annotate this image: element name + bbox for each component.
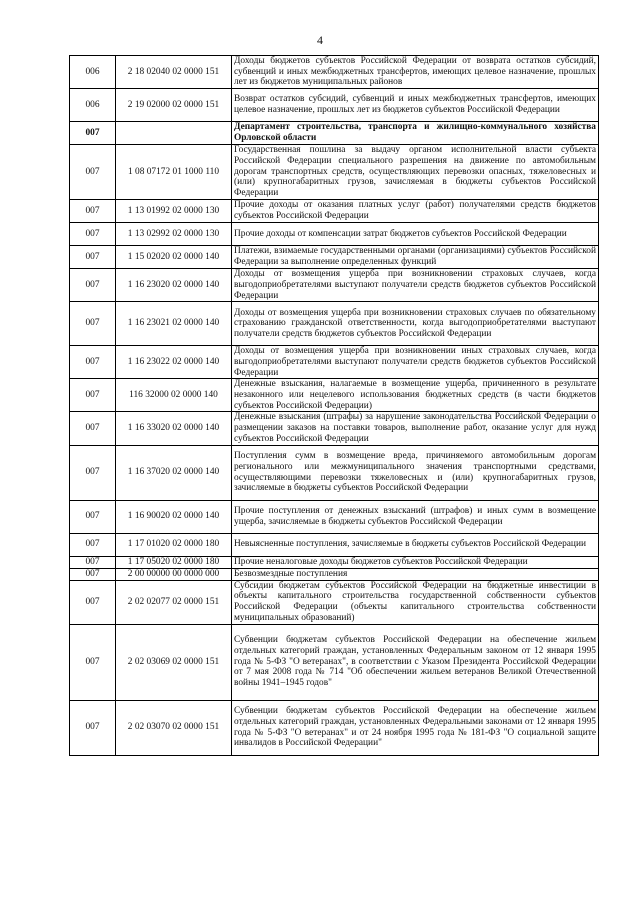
admin-code-cell: 007 <box>70 556 116 568</box>
revenue-name-cell: Прочие поступления от денежных взысканий (штрафов) и иных сумм в возмещение ущерба, зачисляемые в бюджеты субъектов Российской Федерации <box>232 500 599 533</box>
revenue-name-cell: Субсидии бюджетам субъектов Российской Федерации на бюджетные инвестиции в объекты капитального строительства государственной собственности субъектов Российской Федерации (объекты капитального строительства собственности муниципальных образований) <box>232 580 599 624</box>
revenue-code-cell: 2 02 02077 02 0000 151 <box>116 580 232 624</box>
revenue-name-cell: Прочие доходы от оказания платных услуг (работ) получателями средств бюджетов субъектов Российской Федерации <box>232 200 599 223</box>
revenue-name-cell: Поступления сумм в возмещение вреда, причиняемого автомобильным дорогам регионального или межмуниципального значения транспортными средствами, осуществляющими перевозки тяжеловесных и (или) крупногабаритных грузов, зачисляемые в бюджеты субъектов Российской Федерации <box>232 445 599 500</box>
revenue-code-cell: 2 02 03069 02 0000 151 <box>116 624 232 700</box>
table-row <box>70 145 599 200</box>
admin-code-cell: 007 <box>70 412 116 445</box>
table-row <box>70 200 599 223</box>
revenue-name-cell: Невыясненные поступления, зачисляемые в бюджеты субъектов Российской Федерации <box>232 533 599 556</box>
revenue-code-cell: 1 16 23021 02 0000 140 <box>116 302 232 346</box>
revenue-code-cell: 116 32000 02 0000 140 <box>116 379 232 412</box>
revenue-name-cell: Возврат остатков субсидий, субвенций и иных межбюджетных трансфертов, имеющих целевое назначение, прошлых лет из бюджетов субъектов Российской Федерации <box>232 89 599 122</box>
admin-code-cell: 007 <box>70 223 116 246</box>
revenue-codes-table-body <box>70 56 599 756</box>
revenue-name-cell: Субвенции бюджетам субъектов Российской Федерации на обеспечение жильем отдельных категорий граждан, установленных Федеральным законом от 12 января 1995 года № 5-ФЗ "О ветеранах", в соответствии с Указом Президента Российской Федерации от 7 мая 2008 года № 714 "Об обеспечении жильем ветеранов Великой Отечественной войны 1941–1945 годов" <box>232 624 599 700</box>
admin-code-cell: 007 <box>70 580 116 624</box>
table-row <box>70 624 599 700</box>
admin-code-cell: 007 <box>70 122 116 145</box>
table-row <box>70 379 599 412</box>
revenue-code-cell: 1 16 37020 02 0000 140 <box>116 445 232 500</box>
section-header-row <box>70 122 599 145</box>
revenue-name-cell: Денежные взыскания, налагаемые в возмещение ущерба, причиненного в результате незаконного или нецелевого использования бюджетных средств (в части бюджетов субъектов Российской Федерации) <box>232 379 599 412</box>
admin-code-cell: 007 <box>70 269 116 302</box>
table-row <box>70 89 599 122</box>
table-row <box>70 412 599 445</box>
revenue-name-cell: Государственная пошлина за выдачу органом исполнительной власти субъекта Российской Федерации специального разрешения на движение по автомобильным дорогам транспортных средств, осуществляющих перевозки опасных, тяжеловесных и (или) крупногабаритных грузов, зачисляемая в бюджеты субъектов Российской Федерации <box>232 145 599 200</box>
table-row <box>70 346 599 379</box>
revenue-name-cell: Прочие неналоговые доходы бюджетов субъектов Российской Федерации <box>232 556 599 568</box>
revenue-code-cell: 1 16 23020 02 0000 140 <box>116 269 232 302</box>
table-row <box>70 580 599 624</box>
revenue-name-cell: Платежи, взимаемые государственными органами (организациями) субъектов Российской Федерации за выполнение определенных функций <box>232 246 599 269</box>
revenue-code-cell: 1 17 01020 02 0000 180 <box>116 533 232 556</box>
admin-code-cell: 007 <box>70 445 116 500</box>
revenue-name-cell: Доходы от возмещения ущерба при возникновении страховых случаев, когда выгодоприобретателями выступают получатели средств бюджетов субъектов Российской Федерации <box>232 269 599 302</box>
admin-code-cell: 007 <box>70 302 116 346</box>
admin-code-cell: 006 <box>70 89 116 122</box>
revenue-code-cell: 1 16 90020 02 0000 140 <box>116 500 232 533</box>
revenue-name-cell: Департамент строительства, транспорта и жилищно-коммунального хозяйства Орловской области <box>232 122 599 145</box>
admin-code-cell: 007 <box>70 568 116 580</box>
revenue-code-cell: 1 13 02992 02 0000 130 <box>116 223 232 246</box>
revenue-code-cell: 2 19 02000 02 0000 151 <box>116 89 232 122</box>
admin-code-cell: 007 <box>70 500 116 533</box>
revenue-code-cell: 1 17 05020 02 0000 180 <box>116 556 232 568</box>
revenue-code-cell <box>116 122 232 145</box>
admin-code-cell: 007 <box>70 700 116 755</box>
admin-code-cell: 007 <box>70 346 116 379</box>
table-row <box>70 533 599 556</box>
table-row <box>70 556 599 568</box>
admin-code-cell: 007 <box>70 533 116 556</box>
table-row <box>70 500 599 533</box>
revenue-code-cell: 2 00 00000 00 0000 000 <box>116 568 232 580</box>
table-row <box>70 56 599 89</box>
admin-code-cell: 007 <box>70 246 116 269</box>
table-row <box>70 246 599 269</box>
revenue-code-cell: 1 16 33020 02 0000 140 <box>116 412 232 445</box>
revenue-code-cell: 1 08 07172 01 1000 110 <box>116 145 232 200</box>
table-row <box>70 445 599 500</box>
revenue-code-cell: 2 18 02040 02 0000 151 <box>116 56 232 89</box>
table-row <box>70 700 599 755</box>
admin-code-cell: 007 <box>70 145 116 200</box>
revenue-code-cell: 1 13 01992 02 0000 130 <box>116 200 232 223</box>
admin-code-cell: 007 <box>70 200 116 223</box>
table-row <box>70 269 599 302</box>
revenue-name-cell: Доходы от возмещения ущерба при возникновении страховых случаев по обязательному страхованию гражданской ответственности, когда выгодоприобретателями выступают получатели средств бюджетов субъектов Российской Федерации <box>232 302 599 346</box>
admin-code-cell: 007 <box>70 379 116 412</box>
revenue-name-cell: Безвозмездные поступления <box>232 568 599 580</box>
revenue-code-cell: 1 16 23022 02 0000 140 <box>116 346 232 379</box>
revenue-code-cell: 2 02 03070 02 0000 151 <box>116 700 232 755</box>
table-row <box>70 223 599 246</box>
admin-code-cell: 006 <box>70 56 116 89</box>
revenue-name-cell: Субвенции бюджетам субъектов Российской Федерации на обеспечение жильем отдельных категорий граждан, установленных Федеральными законами от 12 января 1995 года № 5-ФЗ "О ветеранах" и от 24 ноября 1995 года № 181-ФЗ "О социальной защите инвалидов в Российской Федерации" <box>232 700 599 755</box>
table-row <box>70 568 599 580</box>
table-row <box>70 302 599 346</box>
admin-code-cell: 007 <box>70 624 116 700</box>
revenue-name-cell: Доходы от возмещения ущерба при возникновении иных страховых случаев, когда выгодоприобретателями выступают получатели средств бюджетов субъектов Российской Федерации <box>232 346 599 379</box>
revenue-name-cell: Доходы бюджетов субъектов Российской Федерации от возврата остатков субсидий, субвенций и иных межбюджетных трансфертов, имеющих целевое назначение, прошлых лет из бюджетов муниципальных районов <box>232 56 599 89</box>
revenue-name-cell: Денежные взыскания (штрафы) за нарушение законодательства Российской Федерации о размещении заказов на поставки товаров, выполнение работ, оказание услуг для нужд субъектов Российской Федерации <box>232 412 599 445</box>
revenue-code-cell: 1 15 02020 02 0000 140 <box>116 246 232 269</box>
page-number: 4 <box>317 33 323 47</box>
revenue-codes-table <box>69 55 599 756</box>
revenue-name-cell: Прочие доходы от компенсации затрат бюджетов субъектов Российской Федерации <box>232 223 599 246</box>
